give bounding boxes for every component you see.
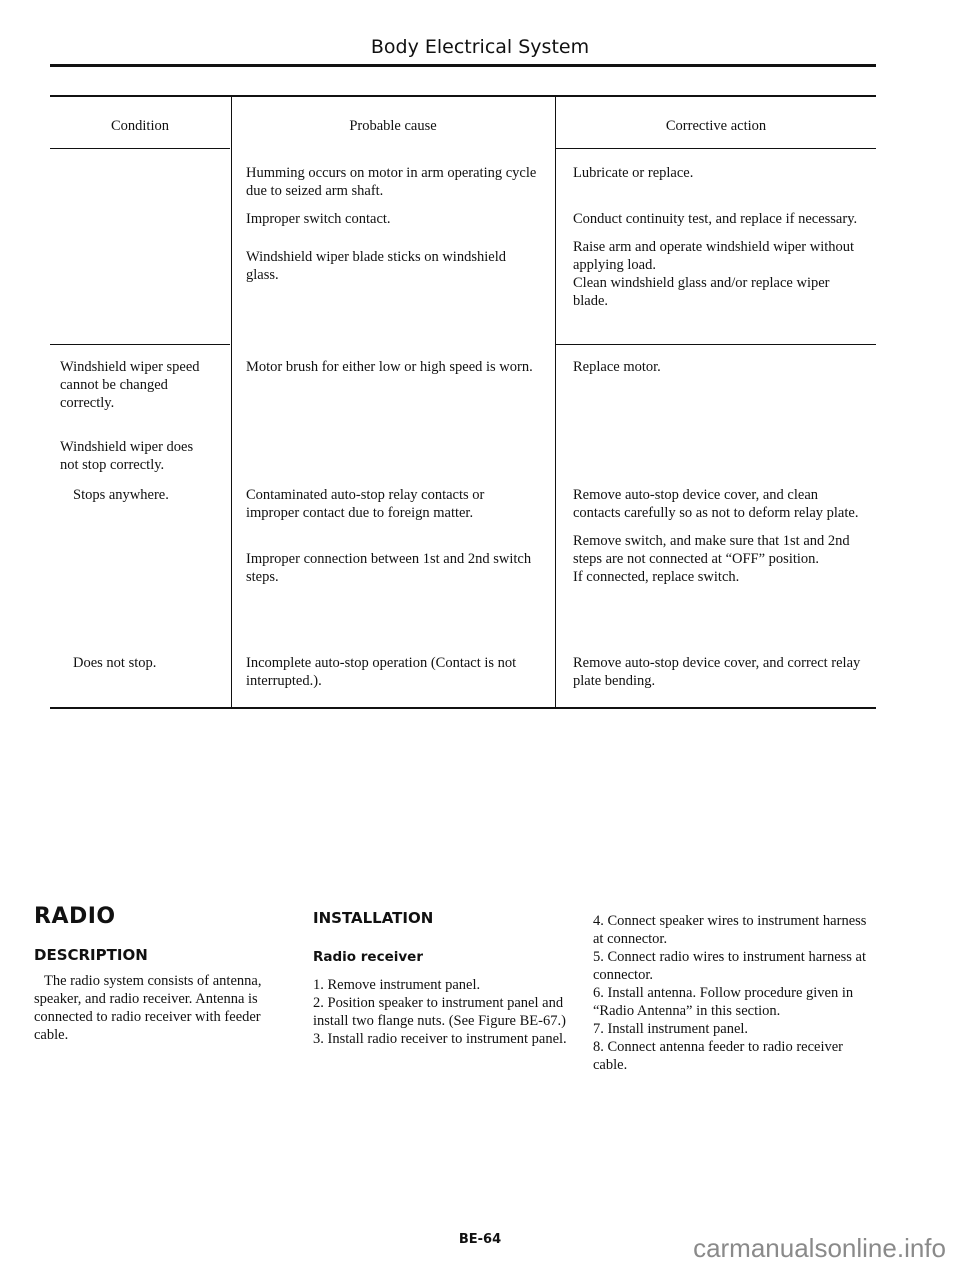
- action-stops-anywhere: [573, 486, 867, 596]
- cause-stops-anywhere-2: Improper connection between 1st and 2nd switch steps.: [246, 551, 532, 585]
- action-text: Lubricate or replace.: [573, 165, 694, 181]
- section-title-radio: RADIO: [34, 904, 116, 929]
- installation-step: 2. Position speaker to instrument panel and install two flange nuts. (See Figure BE-67.): [313, 995, 566, 1029]
- section-title-description: DESCRIPTION: [34, 946, 148, 964]
- cause-speed: Motor brush for either low or high speed is worn.: [246, 359, 533, 375]
- subsection-title-radio-receiver: Radio receiver: [313, 949, 423, 965]
- column-header-probable-cause: Probable cause: [349, 118, 437, 134]
- condition-does-not-stop: Does not stop.: [73, 655, 157, 671]
- installation-steps-col2: [313, 976, 587, 1048]
- header-rule: [50, 64, 876, 67]
- cause-text: Improper switch contact.: [246, 211, 391, 227]
- action-text: Clean windshield glass and/or replace wiper blade.: [573, 275, 830, 309]
- page-number: BE-64: [458, 1232, 502, 1247]
- condition-speed: Windshield wiper speed cannot be changed correctly.: [60, 359, 200, 411]
- description-paragraph: [34, 972, 294, 1044]
- installation-step: 6. Install antenna. Follow procedure given in “Radio Antenna” in this section.: [593, 985, 854, 1019]
- table-block-rule-right: [556, 344, 876, 345]
- action-text: Remove switch, and make sure that 1st and 2nd steps are not connected at “OFF” position.: [573, 533, 850, 567]
- block1-actions: [573, 164, 867, 320]
- table-block-rule-left: [50, 344, 230, 345]
- action-text: Conduct continuity test, and replace if necessary.: [573, 211, 858, 227]
- installation-step: 1. Remove instrument panel.: [313, 977, 481, 993]
- section-title-installation: INSTALLATION: [313, 909, 434, 927]
- installation-step: 7. Install instrument panel.: [593, 1021, 749, 1037]
- description-text: The radio system consists of antenna, speaker, and radio receiver. Antenna is connected to radio receiver with feeder cable.: [34, 973, 262, 1043]
- cause-stops-anywhere-1: Contaminated auto-stop relay contacts or improper contact due to foreign matter.: [246, 487, 485, 521]
- table-header-rule-right: [556, 148, 876, 149]
- watermark: carmanualsonline.info: [693, 1233, 946, 1263]
- cause-text: Humming occurs on motor in arm operating cycle due to seized arm shaft.: [246, 165, 537, 199]
- table-col-divider-2: [555, 95, 556, 708]
- column-header-condition: Condition: [110, 118, 169, 134]
- cause-does-not-stop: Incomplete auto-stop operation (Contact is not interrupted.).: [246, 655, 517, 689]
- action-does-not-stop: Remove auto-stop device cover, and correct relay plate bending.: [573, 655, 861, 689]
- column-header-corrective-action: Corrective action: [665, 118, 767, 134]
- table-col-divider-1: [231, 95, 232, 708]
- table-header-rule-left: [50, 148, 230, 149]
- condition-stops-anywhere: Stops anywhere.: [73, 487, 169, 503]
- block1-causes: [246, 164, 540, 294]
- installation-steps-col3: [593, 912, 871, 1074]
- cause-text: Windshield wiper blade sticks on windshield glass.: [246, 249, 506, 283]
- installation-step: 5. Connect radio wires to instrument harness at connector.: [593, 949, 867, 983]
- page-header: Body Electrical System: [370, 36, 590, 58]
- action-text: Raise arm and operate windshield wiper without applying load.: [573, 239, 855, 273]
- action-text: If connected, replace switch.: [573, 569, 740, 585]
- table-top-rule: [50, 95, 876, 97]
- action-speed: Replace motor.: [573, 359, 661, 375]
- installation-step: 4. Connect speaker wires to instrument harness at connector.: [593, 913, 867, 947]
- installation-step: 3. Install radio receiver to instrument panel.: [313, 1031, 567, 1047]
- installation-step: 8. Connect antenna feeder to radio receiver cable.: [593, 1039, 843, 1073]
- table-bottom-rule: [50, 707, 876, 709]
- condition-stop: Windshield wiper does not stop correctly.: [60, 439, 194, 473]
- action-text: Remove auto-stop device cover, and clean contacts carefully so as not to deform relay plate.: [573, 487, 859, 521]
